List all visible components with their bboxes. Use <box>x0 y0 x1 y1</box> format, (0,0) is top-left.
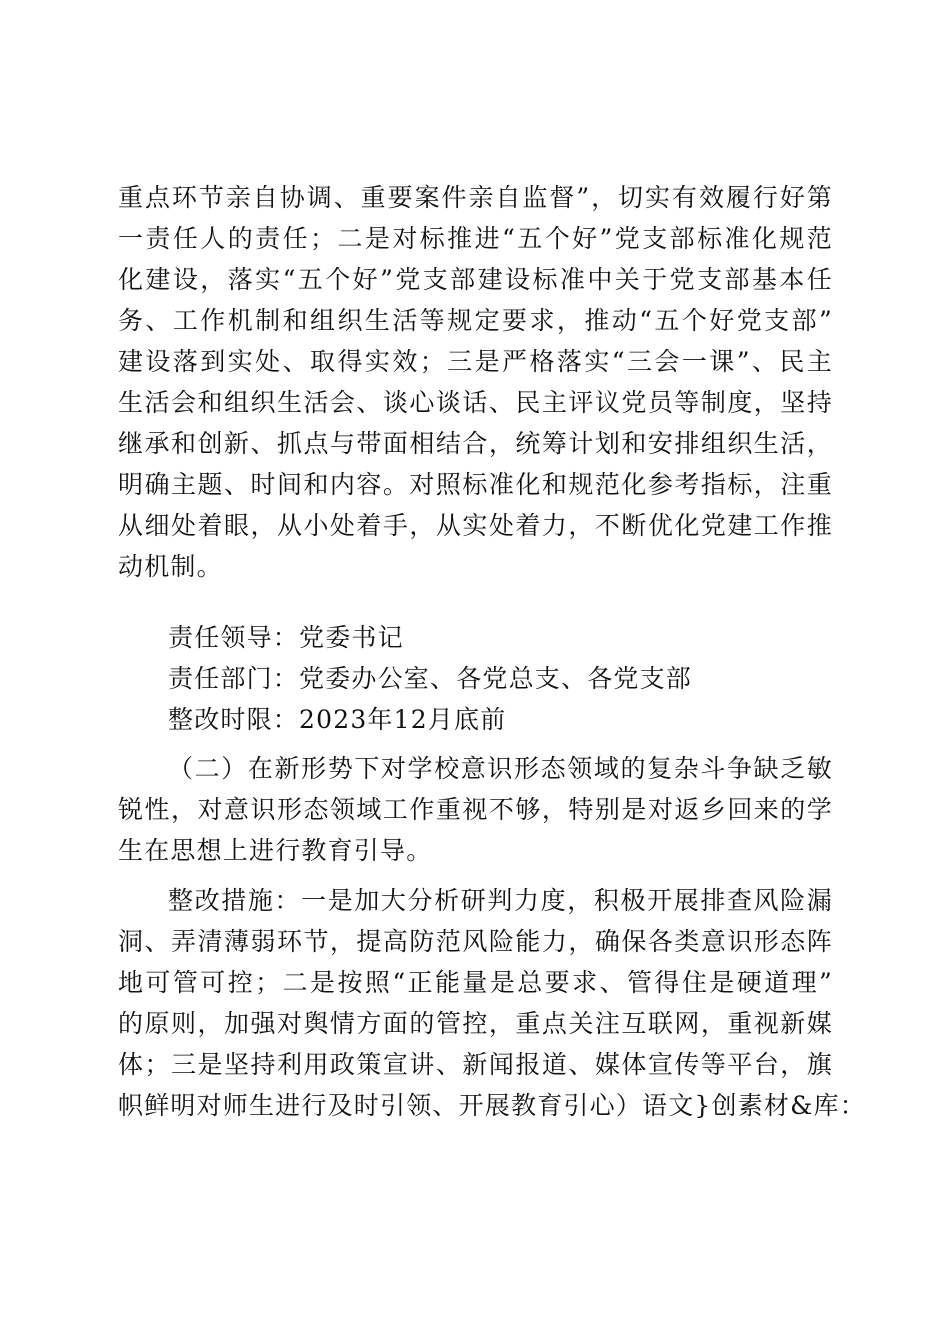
responsible-leader: 责任领导：党委书记 <box>168 623 404 652</box>
text-line: 锐性，对意识形态领域工作重视不够，特别是对返乡回来的学 <box>118 795 833 824</box>
text-line: 从细处着眼，从小处着手，从实处着力，不断优化党建工作推 <box>118 511 833 540</box>
text-line: 的原则，加强对舆情方面的管控，重点关注互联网，重视新媒 <box>118 1009 833 1038</box>
text-line: 帜鲜明对师生进行及时引领、开展教育引心）语文}创素材&库： <box>118 1091 866 1120</box>
text-line: 明确主题、时间和内容。对照标准化和规范化参考指标，注重 <box>118 470 833 499</box>
text-line: 洞、弄清薄弱环节，提高防范风险能力，确保各类意识形态阵 <box>118 927 833 956</box>
text-line: 整改措施：一是加大分析研判力度，积极开展排查风险漏 <box>168 886 833 915</box>
text-line: 地可管可控；二是按照“正能量是总要求、管得住是硬道理” <box>118 968 833 997</box>
text-line: 生在思想上进行教育引导。 <box>118 836 433 865</box>
text-line: 化建设，落实“五个好”党支部建设标准中关于党支部基本任 <box>118 265 833 294</box>
text-line: 建设落到实处、取得实效；三是严格落实“三会一课”、民主 <box>118 347 833 376</box>
text-line: 重点环节亲自协调、重要案件亲自监督”，切实有效履行好第 <box>118 183 833 212</box>
responsible-department: 责任部门：党委办公室、各党总支、各党支部 <box>168 664 693 693</box>
text-line: 务、工作机制和组织生活等规定要求，推动“五个好党支部” <box>118 306 833 335</box>
text-line: 生活会和组织生活会、谈心谈话、民主评议党员等制度，坚持 <box>118 388 833 417</box>
text-line: 一责任人的责任；二是对标推进“五个好”党支部标准化规范 <box>118 224 833 253</box>
text-line: 体；三是坚持利用政策宣讲、新闻报道、媒体宣传等平台，旗 <box>118 1050 833 1079</box>
text-line: 继承和创新、抓点与带面相结合，统筹计划和安排组织生活， <box>118 429 833 458</box>
section-heading-line: （二）在新形势下对学校意识形态领域的复杂斗争缺乏敏 <box>168 754 833 783</box>
rectification-deadline: 整改时限：2023年12月底前 <box>168 705 507 734</box>
text-line: 动机制。 <box>118 552 223 581</box>
